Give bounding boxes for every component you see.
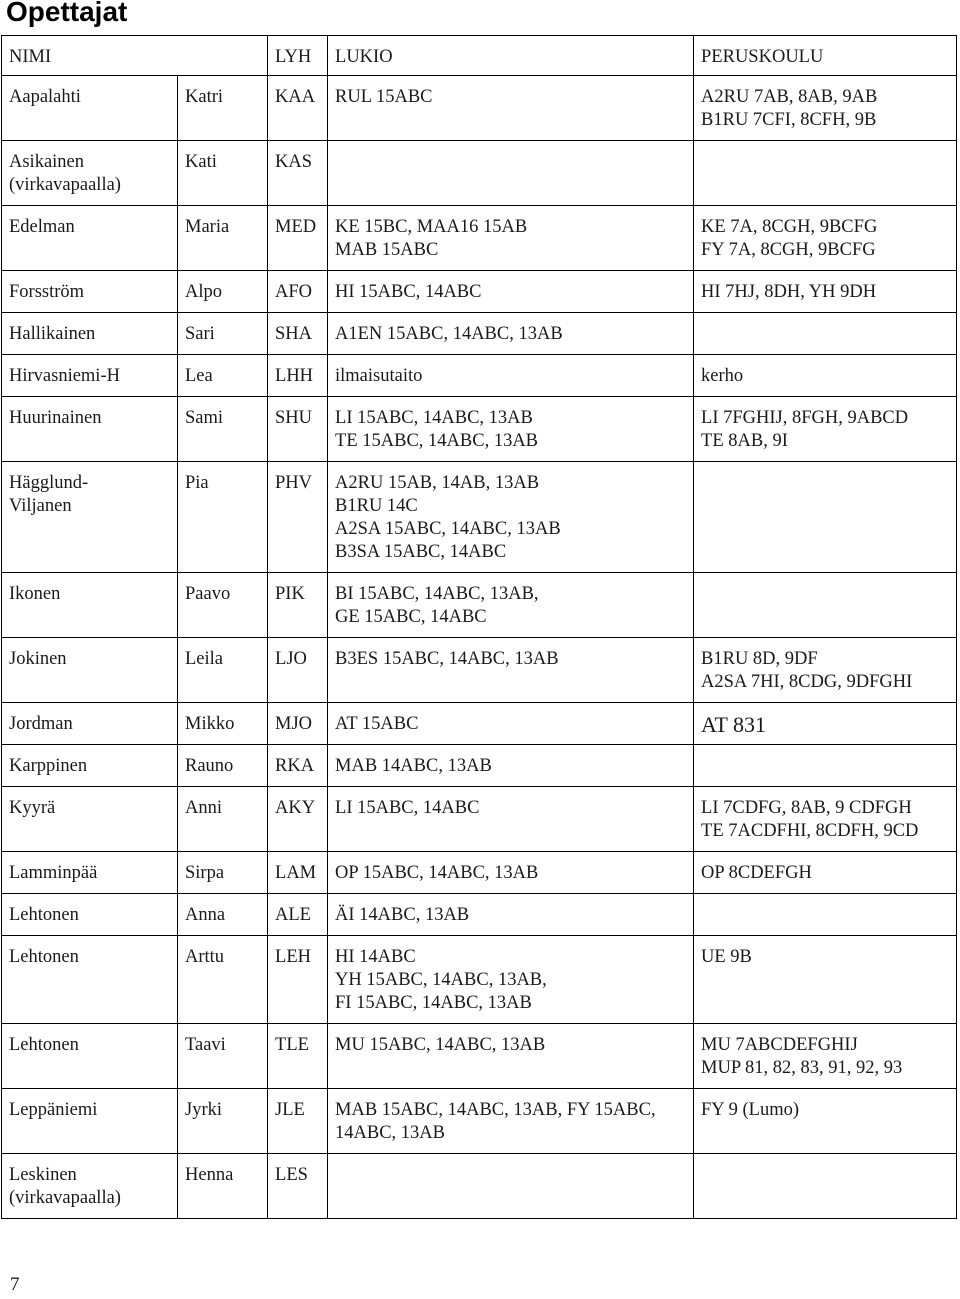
firstname-cell: Sari — [178, 313, 268, 355]
peruskoulu-cell — [694, 573, 957, 638]
table-row — [2, 76, 957, 141]
firstname-cell: Mikko — [178, 703, 268, 745]
lukio-cell: HI 14ABC YH 15ABC, 14ABC, 13AB, FI 15ABC, 14ABC, 13AB — [328, 936, 694, 1024]
abbreviation-cell: AFO — [268, 271, 328, 313]
lukio-cell: ÄI 14ABC, 13AB — [328, 894, 694, 936]
firstname-cell: Anni — [178, 787, 268, 852]
lukio-cell: OP 15ABC, 14ABC, 13AB — [328, 852, 694, 894]
firstname-cell: Kati — [178, 141, 268, 206]
table-row — [2, 355, 957, 397]
surname-cell: Karppinen — [2, 745, 178, 787]
lukio-cell: ilmaisutaito — [328, 355, 694, 397]
peruskoulu-cell — [694, 313, 957, 355]
firstname-cell: Lea — [178, 355, 268, 397]
surname-cell: Huurinainen — [2, 397, 178, 462]
abbreviation-cell: LAM — [268, 852, 328, 894]
peruskoulu-cell: KE 7A, 8CGH, 9BCFG FY 7A, 8CGH, 9BCFG — [694, 206, 957, 271]
firstname-cell: Maria — [178, 206, 268, 271]
firstname-cell: Leila — [178, 638, 268, 703]
abbreviation-cell: KAS — [268, 141, 328, 206]
lukio-cell — [328, 141, 694, 206]
lukio-cell: B3ES 15ABC, 14ABC, 13AB — [328, 638, 694, 703]
firstname-cell: Rauno — [178, 745, 268, 787]
abbreviation-cell: SHU — [268, 397, 328, 462]
surname-cell: Edelman — [2, 206, 178, 271]
abbreviation-cell: JLE — [268, 1089, 328, 1154]
abbreviation-cell: PHV — [268, 462, 328, 573]
firstname-cell: Sami — [178, 397, 268, 462]
table-row — [2, 852, 957, 894]
abbreviation-cell: AKY — [268, 787, 328, 852]
table-row — [2, 638, 957, 703]
peruskoulu-cell — [694, 462, 957, 573]
table-row — [2, 141, 957, 206]
surname-cell: Forsström — [2, 271, 178, 313]
firstname-cell: Sirpa — [178, 852, 268, 894]
abbreviation-cell: LEH — [268, 936, 328, 1024]
table-row — [2, 313, 957, 355]
abbreviation-cell: KAA — [268, 76, 328, 141]
lukio-cell — [328, 1154, 694, 1219]
lukio-cell: KE 15BC, MAA16 15AB MAB 15ABC — [328, 206, 694, 271]
page-title: Opettajat — [6, 0, 128, 27]
lukio-cell: HI 15ABC, 14ABC — [328, 271, 694, 313]
abbreviation-cell: LJO — [268, 638, 328, 703]
table-header-row — [2, 36, 957, 76]
lukio-cell: BI 15ABC, 14ABC, 13AB, GE 15ABC, 14ABC — [328, 573, 694, 638]
table-row — [2, 703, 957, 745]
table-row — [2, 787, 957, 852]
lukio-cell: LI 15ABC, 14ABC — [328, 787, 694, 852]
surname-cell: Asikainen (virkavapaalla) — [2, 141, 178, 206]
surname-cell: Leskinen (virkavapaalla) — [2, 1154, 178, 1219]
abbreviation-cell: SHA — [268, 313, 328, 355]
table-row — [2, 271, 957, 313]
peruskoulu-cell: UE 9B — [694, 936, 957, 1024]
abbreviation-cell: LHH — [268, 355, 328, 397]
surname-cell: Jokinen — [2, 638, 178, 703]
surname-cell: Kyyrä — [2, 787, 178, 852]
lukio-cell: AT 15ABC — [328, 703, 694, 745]
table-row — [2, 745, 957, 787]
abbreviation-cell: TLE — [268, 1024, 328, 1089]
peruskoulu-cell — [694, 745, 957, 787]
abbreviation-cell: ALE — [268, 894, 328, 936]
header-name: NIMI — [2, 36, 268, 76]
lukio-cell: MAB 14ABC, 13AB — [328, 745, 694, 787]
firstname-cell: Alpo — [178, 271, 268, 313]
abbreviation-cell: PIK — [268, 573, 328, 638]
peruskoulu-cell: AT 831 — [694, 703, 957, 745]
surname-cell: Lehtonen — [2, 1024, 178, 1089]
surname-cell: Lehtonen — [2, 894, 178, 936]
firstname-cell: Anna — [178, 894, 268, 936]
peruskoulu-cell: HI 7HJ, 8DH, YH 9DH — [694, 271, 957, 313]
surname-cell: Ikonen — [2, 573, 178, 638]
peruskoulu-cell: kerho — [694, 355, 957, 397]
table-row — [2, 1089, 957, 1154]
abbreviation-cell: MED — [268, 206, 328, 271]
firstname-cell: Katri — [178, 76, 268, 141]
peruskoulu-cell: OP 8CDEFGH — [694, 852, 957, 894]
peruskoulu-cell: MU 7ABCDEFGHIJ MUP 81, 82, 83, 91, 92, 93 — [694, 1024, 957, 1089]
page-number: 7 — [10, 1274, 20, 1295]
surname-cell: Hägglund- Viljanen — [2, 462, 178, 573]
surname-cell: Aapalahti — [2, 76, 178, 141]
table-row — [2, 462, 957, 573]
lukio-cell: A2RU 15AB, 14AB, 13AB B1RU 14C A2SA 15ABC, 14ABC, 13AB B3SA 15ABC, 14ABC — [328, 462, 694, 573]
firstname-cell: Paavo — [178, 573, 268, 638]
lukio-cell: MAB 15ABC, 14ABC, 13AB, FY 15ABC, 14ABC, 13AB — [328, 1089, 694, 1154]
table-row — [2, 1154, 957, 1219]
table-row — [2, 206, 957, 271]
firstname-cell: Arttu — [178, 936, 268, 1024]
peruskoulu-cell — [694, 141, 957, 206]
header-lukio: LUKIO — [328, 36, 694, 76]
peruskoulu-cell: A2RU 7AB, 8AB, 9AB B1RU 7CFI, 8CFH, 9B — [694, 76, 957, 141]
firstname-cell: Henna — [178, 1154, 268, 1219]
firstname-cell: Taavi — [178, 1024, 268, 1089]
surname-cell: Lamminpää — [2, 852, 178, 894]
peruskoulu-cell: LI 7CDFG, 8AB, 9 CDFGH TE 7ACDFHI, 8CDFH, 9CD — [694, 787, 957, 852]
peruskoulu-cell — [694, 894, 957, 936]
lukio-cell: MU 15ABC, 14ABC, 13AB — [328, 1024, 694, 1089]
header-lyh: LYH — [268, 36, 328, 76]
table-row — [2, 573, 957, 638]
lukio-cell: RUL 15ABC — [328, 76, 694, 141]
surname-cell: Lehtonen — [2, 936, 178, 1024]
abbreviation-cell: LES — [268, 1154, 328, 1219]
peruskoulu-cell — [694, 1154, 957, 1219]
firstname-cell: Pia — [178, 462, 268, 573]
abbreviation-cell: RKA — [268, 745, 328, 787]
peruskoulu-cell: FY 9 (Lumo) — [694, 1089, 957, 1154]
surname-cell: Leppäniemi — [2, 1089, 178, 1154]
peruskoulu-cell: B1RU 8D, 9DF A2SA 7HI, 8CDG, 9DFGHI — [694, 638, 957, 703]
firstname-cell: Jyrki — [178, 1089, 268, 1154]
surname-cell: Hirvasniemi-H — [2, 355, 178, 397]
peruskoulu-cell: LI 7FGHIJ, 8FGH, 9ABCD TE 8AB, 9I — [694, 397, 957, 462]
table-row — [2, 397, 957, 462]
table-row — [2, 936, 957, 1024]
lukio-cell: LI 15ABC, 14ABC, 13AB TE 15ABC, 14ABC, 13AB — [328, 397, 694, 462]
lukio-cell: A1EN 15ABC, 14ABC, 13AB — [328, 313, 694, 355]
surname-cell: Hallikainen — [2, 313, 178, 355]
table-row — [2, 1024, 957, 1089]
table-row — [2, 894, 957, 936]
header-peruskoulu: PERUSKOULU — [694, 36, 957, 76]
surname-cell: Jordman — [2, 703, 178, 745]
teachers-table — [1, 35, 957, 1219]
abbreviation-cell: MJO — [268, 703, 328, 745]
